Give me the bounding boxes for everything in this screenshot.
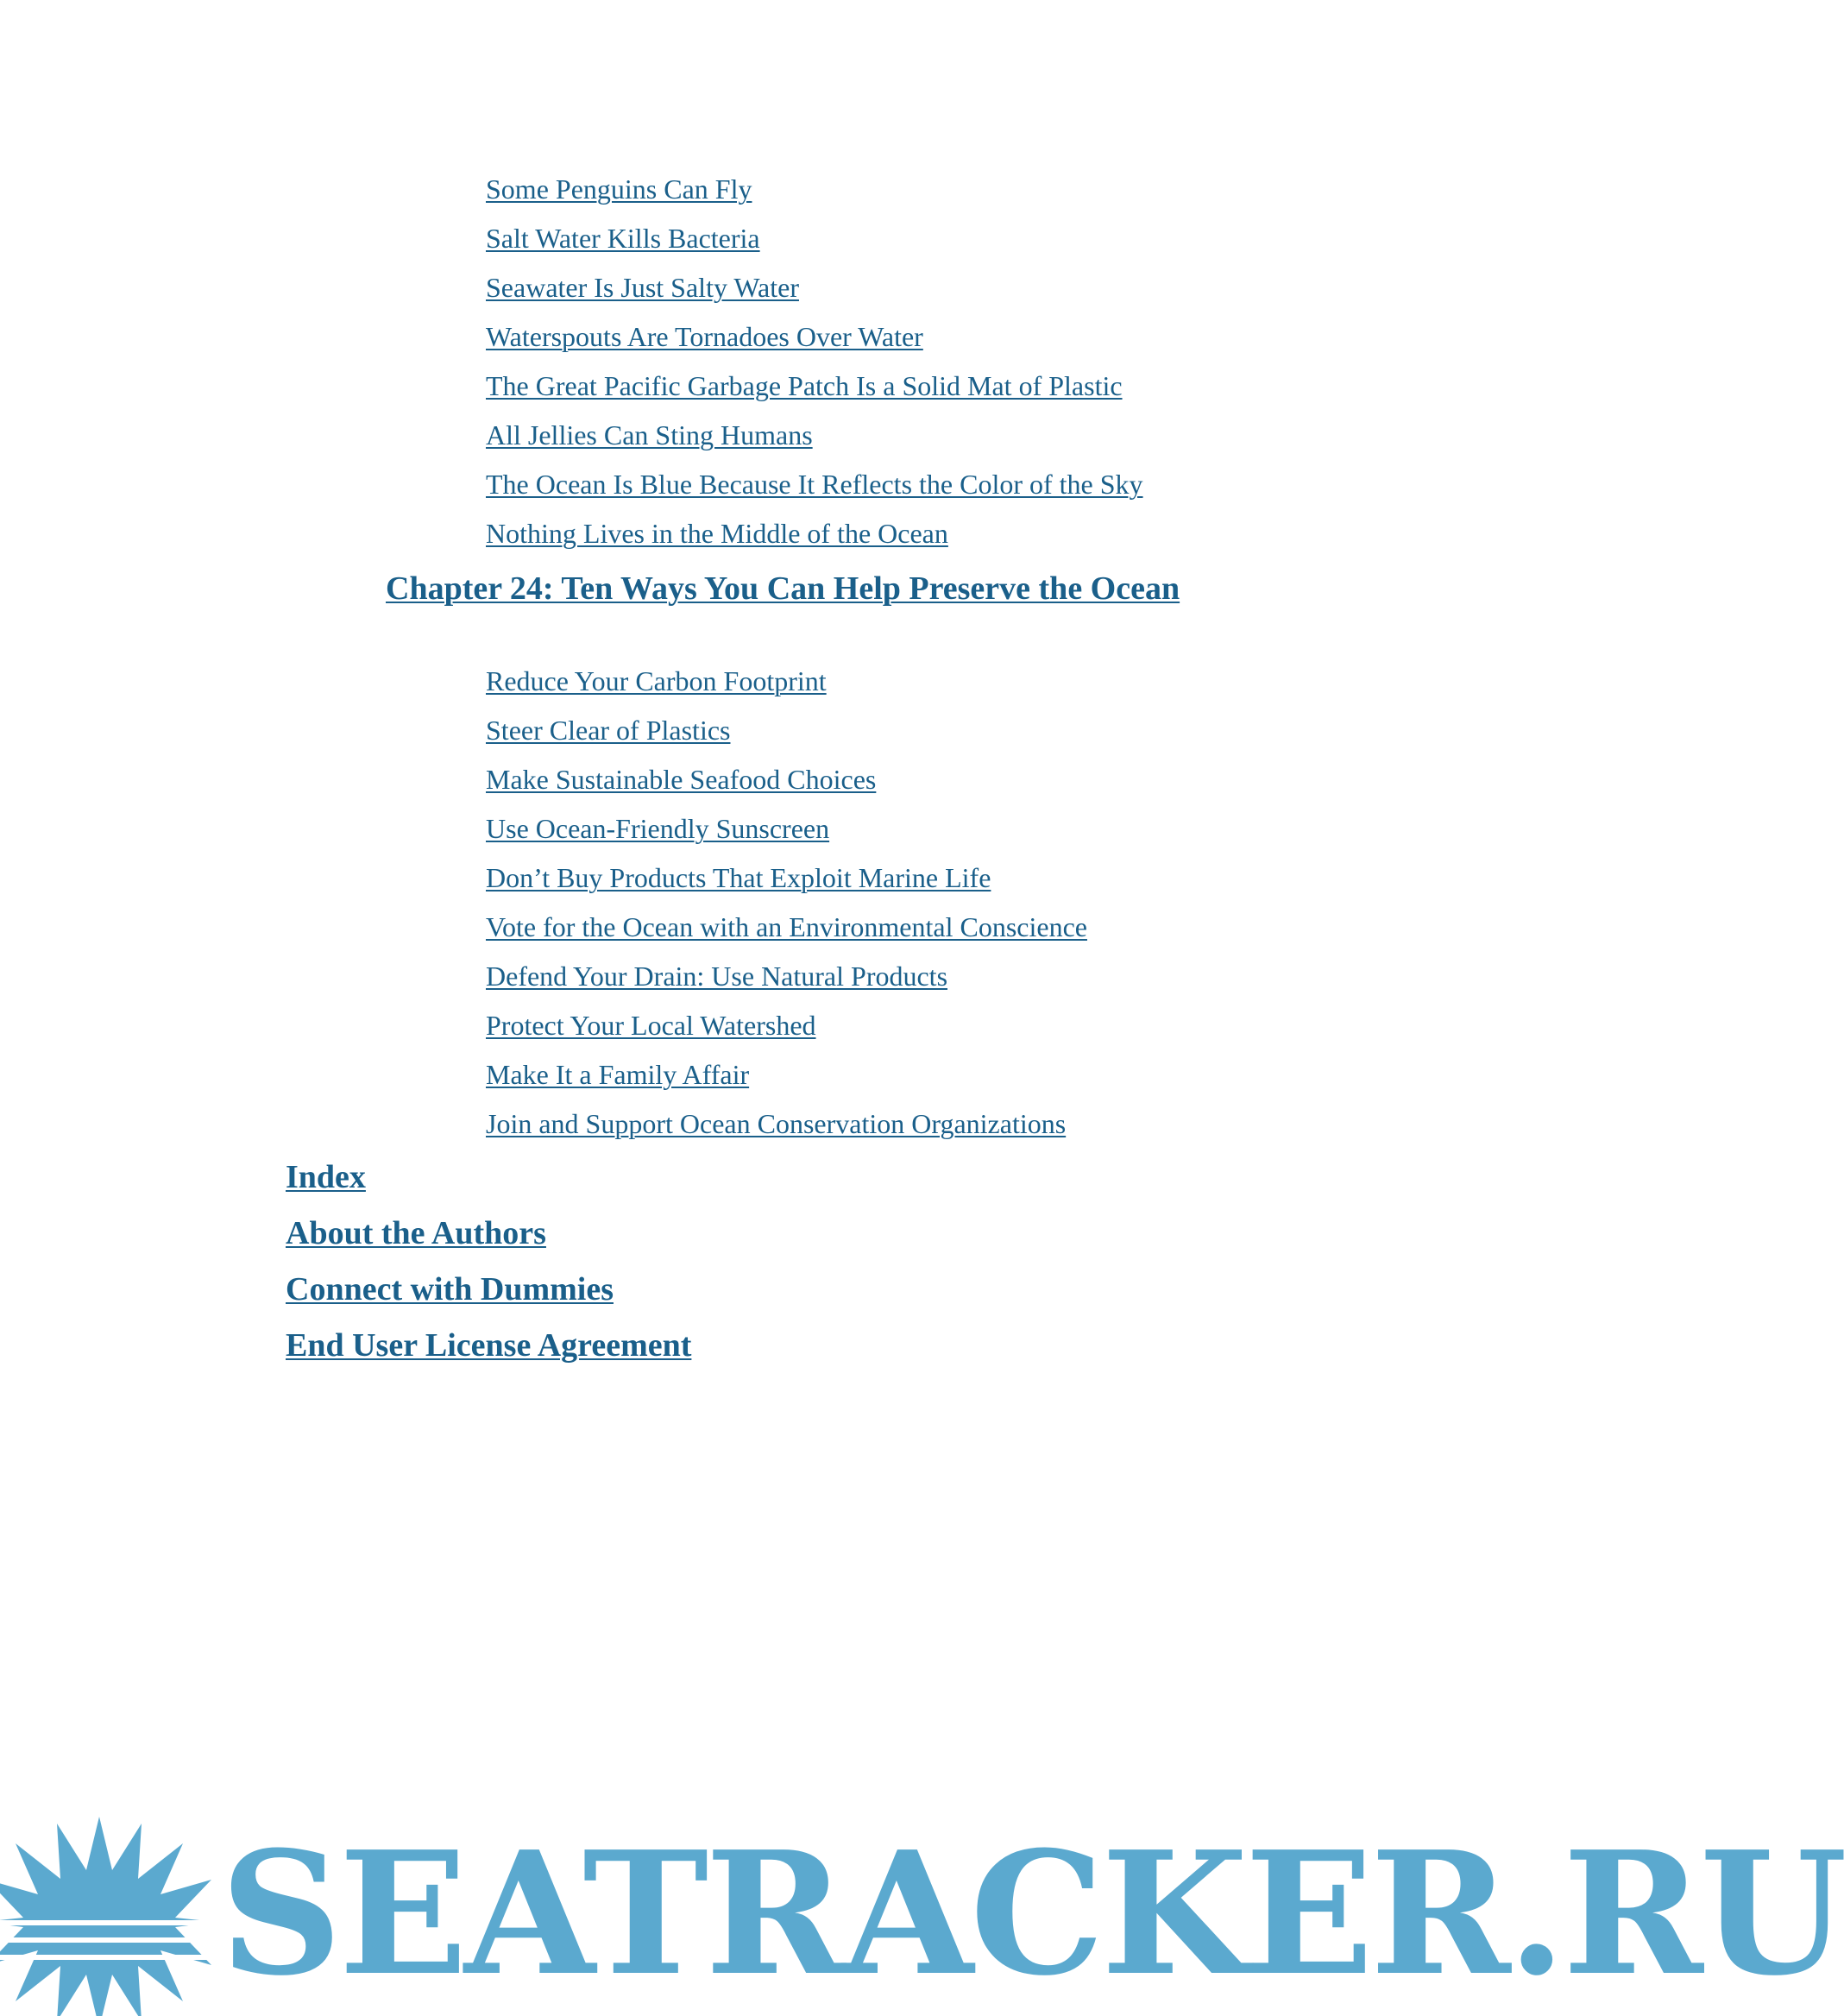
toc-item-ocean-friendly-sunscreen[interactable]: Use Ocean-Friendly Sunscreen (486, 813, 830, 844)
toc-item-ocean-is-blue[interactable]: The Ocean Is Blue Because It Reflects the Color of the Sky (486, 469, 1143, 500)
toc-item-protect-local-watershed[interactable]: Protect Your Local Watershed (486, 1010, 816, 1041)
toc-item-dont-buy-products[interactable]: Don’t Buy Products That Exploit Marine Life (486, 862, 991, 893)
toc-item-ocean-conservation-orgs[interactable]: Join and Support Ocean Conservation Organizations (486, 1108, 1067, 1139)
toc-item-nothing-lives-in-middle[interactable]: Nothing Lives in the Middle of the Ocean (486, 518, 948, 549)
toc-item-great-pacific-garbage-patch[interactable]: The Great Pacific Garbage Patch Is a Solid Mat of Plastic (486, 370, 1123, 401)
toc-item-salt-water-kills-bacteria[interactable]: Salt Water Kills Bacteria (486, 223, 760, 254)
sun-horizon-band (0, 1937, 216, 1943)
toc-item-defend-your-drain[interactable]: Defend Your Drain: Use Natural Products (486, 961, 948, 992)
watermark-text: SEATRACKER.RU (220, 1815, 1844, 2013)
sun-horizon-band (0, 1955, 216, 1960)
sun-horizon-band (0, 1920, 216, 1925)
toc-item-sustainable-seafood[interactable]: Make Sustainable Seafood Choices (486, 764, 877, 795)
sun-icon (0, 1817, 216, 2016)
toc-item-some-penguins-can-fly[interactable]: Some Penguins Can Fly (486, 173, 752, 205)
toc-about-the-authors[interactable]: About the Authors (286, 1215, 546, 1251)
toc-item-vote-for-the-ocean[interactable]: Vote for the Ocean with an Environmental Conscience (486, 911, 1087, 942)
toc-item-all-jellies-can-sting[interactable]: All Jellies Can Sting Humans (486, 419, 813, 450)
toc-chapter-24-title[interactable]: Chapter 24: Ten Ways You Can Help Preserve the Ocean (386, 570, 1180, 607)
toc-item-steer-clear-of-plastics[interactable]: Steer Clear of Plastics (486, 715, 731, 746)
toc-end-user-license-agreement[interactable]: End User License Agreement (286, 1327, 692, 1364)
toc-item-family-affair[interactable]: Make It a Family Affair (486, 1059, 750, 1090)
toc-index[interactable]: Index (286, 1159, 366, 1195)
toc-connect-with-dummies[interactable]: Connect with Dummies (286, 1271, 614, 1307)
toc-item-waterspouts[interactable]: Waterspouts Are Tornadoes Over Water (486, 321, 923, 352)
toc-item-reduce-carbon-footprint[interactable]: Reduce Your Carbon Footprint (486, 665, 827, 696)
toc-item-seawater-is-just-salty-water[interactable]: Seawater Is Just Salty Water (486, 272, 799, 303)
